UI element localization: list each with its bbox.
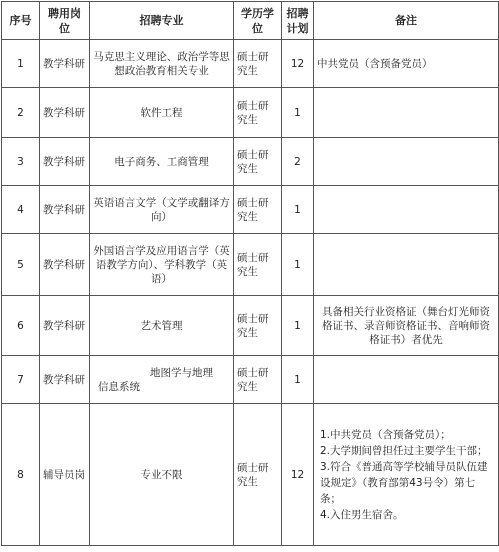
cell-seq: 1	[2, 40, 40, 88]
table-row	[2, 234, 499, 296]
table-row	[2, 296, 499, 356]
cell-remarks: 中共党员（含预备党员）	[314, 40, 499, 88]
header-seq: 序号	[2, 2, 40, 40]
cell-degree: 硕士研究生	[234, 40, 282, 88]
header-remarks: 备注	[314, 2, 499, 40]
cell-degree: 硕士研究生	[234, 404, 282, 546]
remark-line: 1.中共党员（含预备党员）；	[320, 428, 451, 441]
cell-remarks	[314, 138, 499, 186]
cell-count: 1	[282, 186, 314, 234]
cell-degree: 硕士研究生	[234, 186, 282, 234]
header-major: 招聘专业	[90, 2, 234, 40]
cell-remarks: 具备相关行业资格证（舞台灯光师资格证书、录音师资格证书、音响师资格证书）者优先	[314, 296, 499, 356]
cell-remarks	[314, 404, 499, 546]
cell-major: 软件工程	[90, 88, 234, 138]
cell-count: 1	[282, 296, 314, 356]
table-row	[2, 356, 499, 404]
cell-major	[90, 356, 234, 404]
cell-position: 教学科研	[40, 234, 90, 296]
cell-seq: 2	[2, 88, 40, 138]
cell-seq: 8	[2, 404, 40, 546]
table-row	[2, 404, 499, 546]
header-position: 聘用岗位	[40, 2, 90, 40]
major-line-1: 地图学与地理	[150, 366, 213, 379]
table-row	[2, 40, 499, 88]
cell-count: 2	[282, 138, 314, 186]
cell-remarks	[314, 234, 499, 296]
cell-count: 1	[282, 234, 314, 296]
cell-major: 专业不限	[90, 404, 234, 546]
major-line-2: 信息系统	[98, 380, 140, 393]
cell-position: 教学科研	[40, 138, 90, 186]
cell-seq: 4	[2, 186, 40, 234]
cell-remarks	[314, 356, 499, 404]
cell-seq: 5	[2, 234, 40, 296]
remark-line: 4.入住男生宿舍。	[320, 508, 404, 521]
cell-major: 电子商务、工商管理	[90, 138, 234, 186]
cell-position: 辅导员岗	[40, 404, 90, 546]
cell-major: 外国语言学及应用语言学（英语教学方向）、学科教学（英语）	[90, 234, 234, 296]
cell-remarks	[314, 186, 499, 234]
cell-remarks	[314, 88, 499, 138]
table-row	[2, 88, 499, 138]
header-degree: 学历学位	[234, 2, 282, 40]
remark-line: 3.符合《普通高等学校辅导员队伍建设规定》（教育部第43号令）第七条；	[320, 460, 488, 505]
cell-position: 教学科研	[40, 40, 90, 88]
header-row	[2, 2, 499, 40]
recruitment-table	[1, 1, 499, 546]
remark-line: 2.大学期间曾担任过主要学生干部；	[320, 444, 488, 457]
cell-seq: 7	[2, 356, 40, 404]
table-row	[2, 186, 499, 234]
header-count: 招聘计划	[282, 2, 314, 40]
cell-degree: 硕士研究生	[234, 138, 282, 186]
cell-major: 马克思主义理论、政治学等思想政治教育相关专业	[90, 40, 234, 88]
cell-count: 1	[282, 356, 314, 404]
cell-seq: 6	[2, 296, 40, 356]
cell-position: 教学科研	[40, 88, 90, 138]
cell-position: 教学科研	[40, 356, 90, 404]
cell-degree: 硕士研究生	[234, 88, 282, 138]
cell-count: 12	[282, 40, 314, 88]
cell-major: 艺术管理	[90, 296, 234, 356]
cell-count: 12	[282, 404, 314, 546]
cell-degree: 硕士研究生	[234, 296, 282, 356]
cell-position: 教学科研	[40, 296, 90, 356]
cell-count: 1	[282, 88, 314, 138]
cell-degree: 硕士研究生	[234, 234, 282, 296]
table-row	[2, 138, 499, 186]
cell-degree: 硕士研究生	[234, 356, 282, 404]
cell-seq: 3	[2, 138, 40, 186]
cell-position: 教学科研	[40, 186, 90, 234]
cell-major: 英语语言文学（文学或翻译方向）	[90, 186, 234, 234]
